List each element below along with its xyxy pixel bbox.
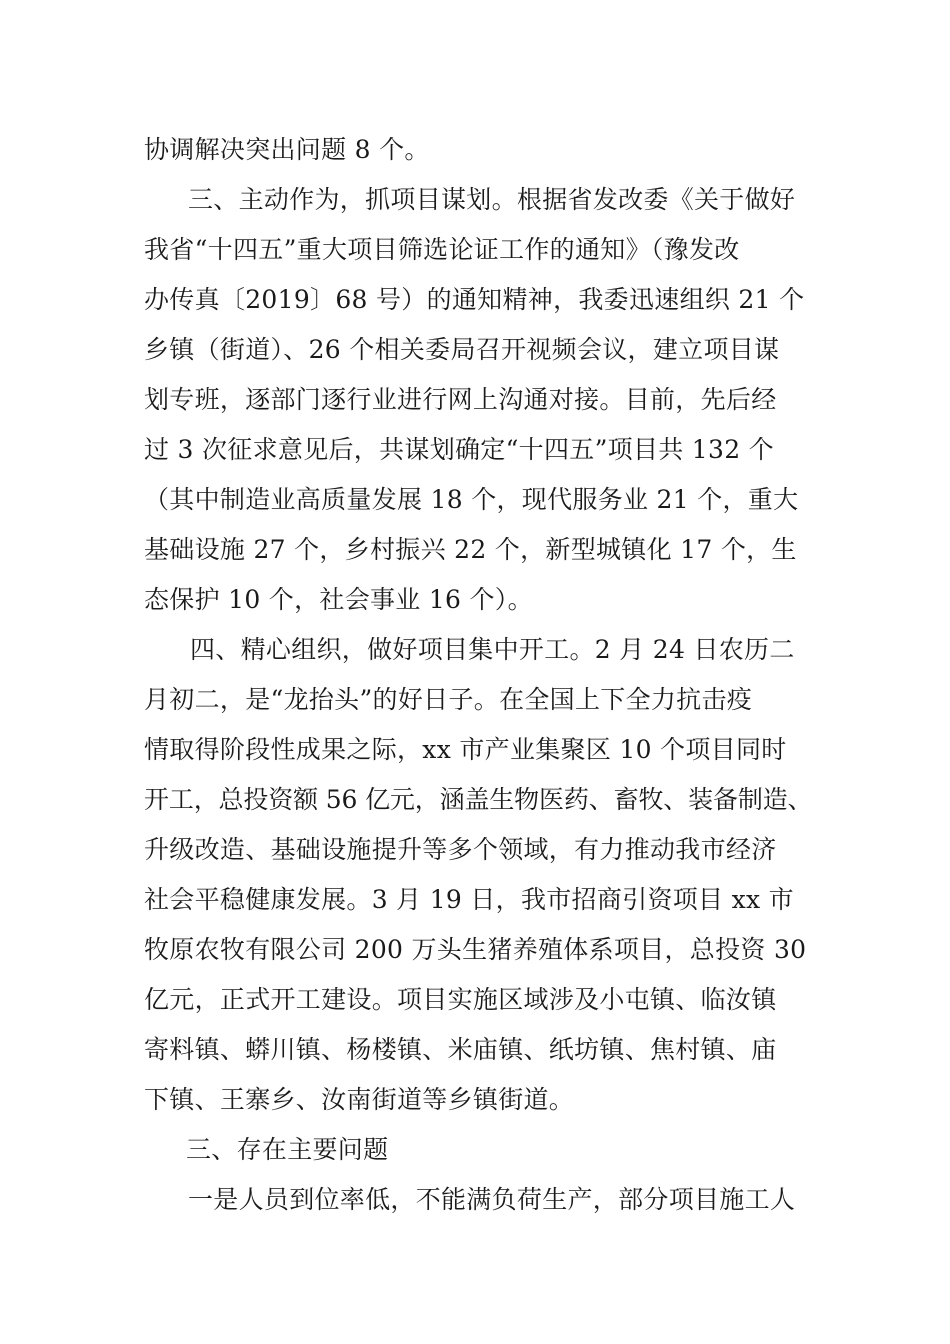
- text-line: （其中制造业高质量发展 18 个，现代服务业 21 个，重大: [144, 485, 799, 514]
- text-line: 开工，总投资额 56 亿元，涵盖生物医药、畜牧、装备制造、: [144, 785, 813, 814]
- text-line: 过 3 次征求意见后，共谋划确定“十四五”项目共 132 个: [144, 435, 774, 464]
- text-line: 社会平稳健康发展。3 月 19 日，我市招商引资项目 xx 市: [144, 885, 794, 914]
- text-line: 下镇、王寨乡、汝南街道等乡镇街道。: [144, 1085, 575, 1114]
- text-line: 牧原农牧有限公司 200 万头生猪养殖体系项目，总投资 30: [144, 935, 807, 964]
- text-line: 升级改造、基础设施提升等多个领域，有力推动我市经济: [144, 835, 777, 864]
- text-line: 月初二，是“龙抬头”的好日子。在全国上下全力抗击疫: [144, 685, 753, 714]
- text-line: 乡镇（街道）、26 个相关委局召开视频会议，建立项目谋: [144, 335, 780, 364]
- section-heading: 三、存在主要问题: [186, 1135, 389, 1164]
- text-line: 情取得阶段性成果之际，xx 市产业集聚区 10 个项目同时: [144, 735, 787, 764]
- text-line: 寄料镇、蟒川镇、杨楼镇、米庙镇、纸坊镇、焦村镇、庙: [144, 1035, 777, 1064]
- text-line: 我省“十四五”重大项目筛选论证工作的通知》（豫发改: [144, 235, 740, 264]
- text-line: 一是人员到位率低，不能满负荷生产，部分项目施工人: [188, 1185, 796, 1214]
- text-line: 基础设施 27 个，乡村振兴 22 个，新型城镇化 17 个，生: [144, 535, 797, 564]
- text-line: 三、主动作为，抓项目谋划。根据省发改委《关于做好: [188, 185, 796, 214]
- text-line: 划专班，逐部门逐行业进行网上沟通对接。目前，先后经: [144, 385, 777, 414]
- text-line: 四、精心组织，做好项目集中开工。2 月 24 日农历二: [190, 635, 795, 664]
- text-line: 协调解决突出问题 8 个。: [144, 135, 430, 164]
- text-line: 办传真〔2019〕68 号）的通知精神，我委迅速组织 21 个: [144, 285, 805, 314]
- text-line: 态保护 10 个，社会事业 16 个）。: [144, 585, 533, 614]
- text-line: 亿元，正式开工建设。项目实施区域涉及小屯镇、临汝镇: [144, 985, 777, 1014]
